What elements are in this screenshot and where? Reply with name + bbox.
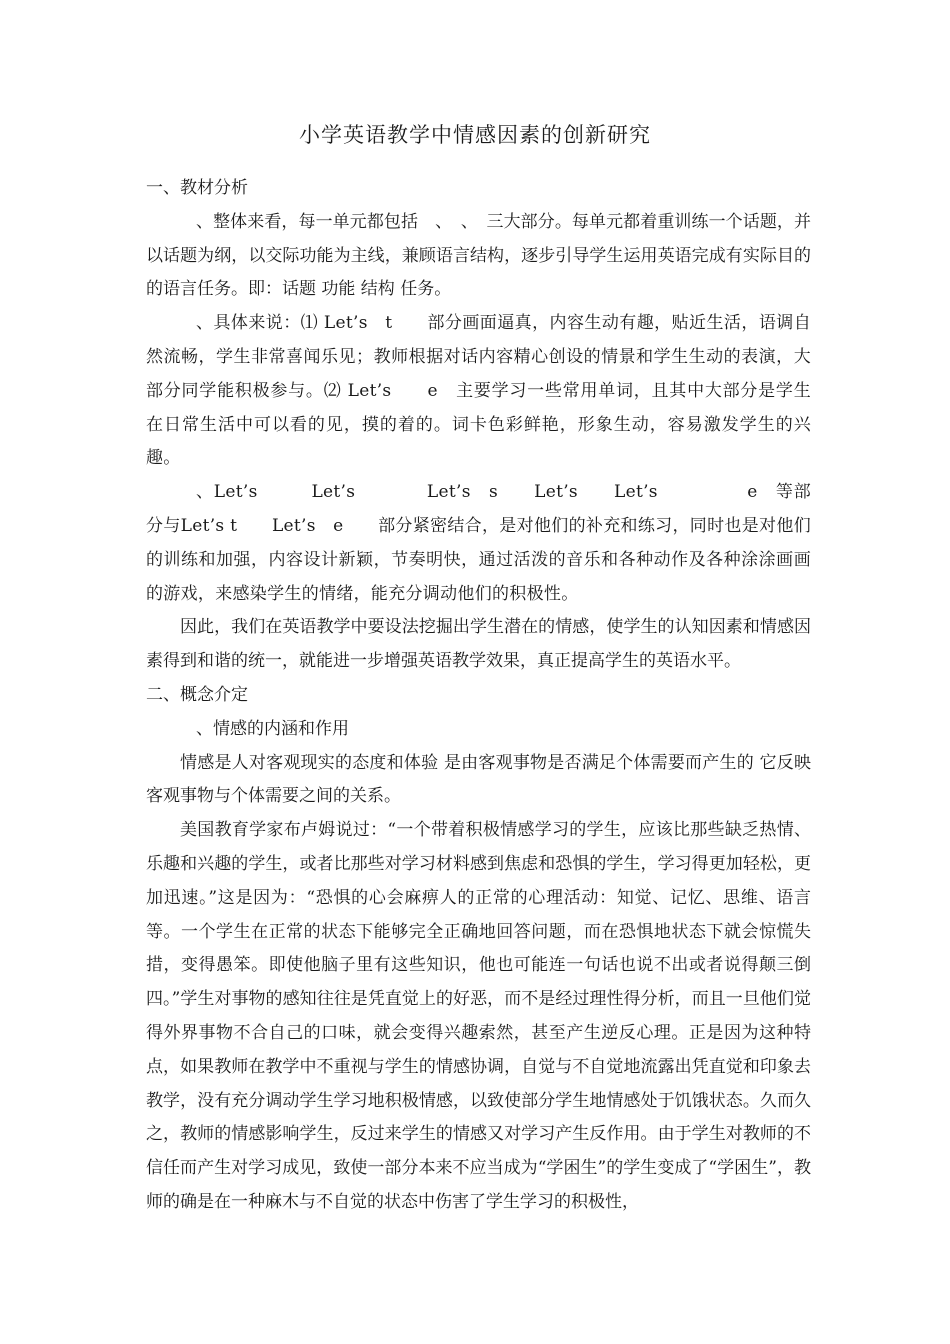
paragraph-bloom-quote: 美国教育学家布卢姆说过：“一个带着积极情感学习的学生，应该比那些缺乏热情、乐趣和兴趣的学生，或者比那些对学习材料感到焦虑和恐惧的学生，学习得更加轻松，更加迅速。”这是因为：“恐惧的心会麻痹人的正常的心理活动：知觉、记忆、思维、语言等。一个学生在正常的状态下能够完全正确地回答问题，而在恐惧地状态下就会惊慌失措，变得愚笨。即使他脑子里有这些知识，他也可能连一句话也说不出或者说得颠三倒四。”学生对事物的感知往往是凭直觉上的好恶，而不是经过理性得分析，而且一旦他们觉得外界事物不合自己的口味，就会变得兴趣索然，甚至产生逆反心理。正是因为这种特点，如果教师在教学中不重视与学生的情感协调，自觉与不自觉地流露出凭直觉和印象去教学，没有充分调动学生学习地积极情感，以致使部分学生地情感处于饥饿状态。久而久之，教师的情感影响学生，反过来学生的情感又对学习产生反作用。由于学生对教师的不信任而产生对学习成见，致使一部分本来不应当成为“学困生”的学生变成了“学困生”，教师的确是在一种麻木与不自觉的状态中伤害了学生学习的积极性， <box>146 820 811 1212</box>
section-heading-2: 二、概念介定 <box>146 684 248 705</box>
paragraph-details: 、具体来说：⑴ Let’s t 部分画面逼真，内容生动有趣，贴近生活，语调自然流畅，学生非常喜闻乐见；教师根据对话内容精心创设的情景和学生生动的表演，大部分同学能积极参与。⑵ Let’s e 主要学习一些常用单词，且其中大部分是学生在日常生活中可以看的见，摸的着的。词卡色彩鲜艳，形象生动，容易激发学生的兴趣。 <box>146 313 811 469</box>
paragraph-overview: 、整体来看，每一单元都包括 、 、 三大部分。每单元都着重训练一个话题，并以话题为纲，以交际功能为主线，兼顾语言结构，逐步引导学生运用英语完成有实际目的的语言任务。即：话题 功能 结构 任务。 <box>146 211 811 300</box>
document-body <box>146 172 811 1220</box>
section-heading-1: 一、教材分析 <box>146 178 248 198</box>
document-title: 小学英语教学中情感因素的创新研究 <box>299 123 651 147</box>
paragraph-emotion-definition: 情感是人对客观现实的态度和体验 是由客观事物是否满足个体需要而产生的 它反映客观事物与个体需要之间的关系。 <box>146 752 811 807</box>
paragraph-lets-sections: 、Let’s Let’s Let’s s Let’s Let’s e 等部分与Let’s t Let’s e 部分紧密结合，是对他们的补充和练习，同时也是对他们的训练和加强，内容设计新颖，节奏明快，通过活泼的音乐和各种动作及各种涂涂画画的游戏，来感染学生的情绪，能充分调动他们的积极性。 <box>146 482 811 604</box>
paragraph-conclusion: 因此，我们在英语教学中要设法挖掘出学生潜在的情感，使学生的认知因素和情感因素得到和谐的统一，就能进一步增强英语教学效果，真正提高学生的英语水平。 <box>146 617 811 672</box>
subsection-heading: 、情感的内涵和作用 <box>196 718 349 739</box>
